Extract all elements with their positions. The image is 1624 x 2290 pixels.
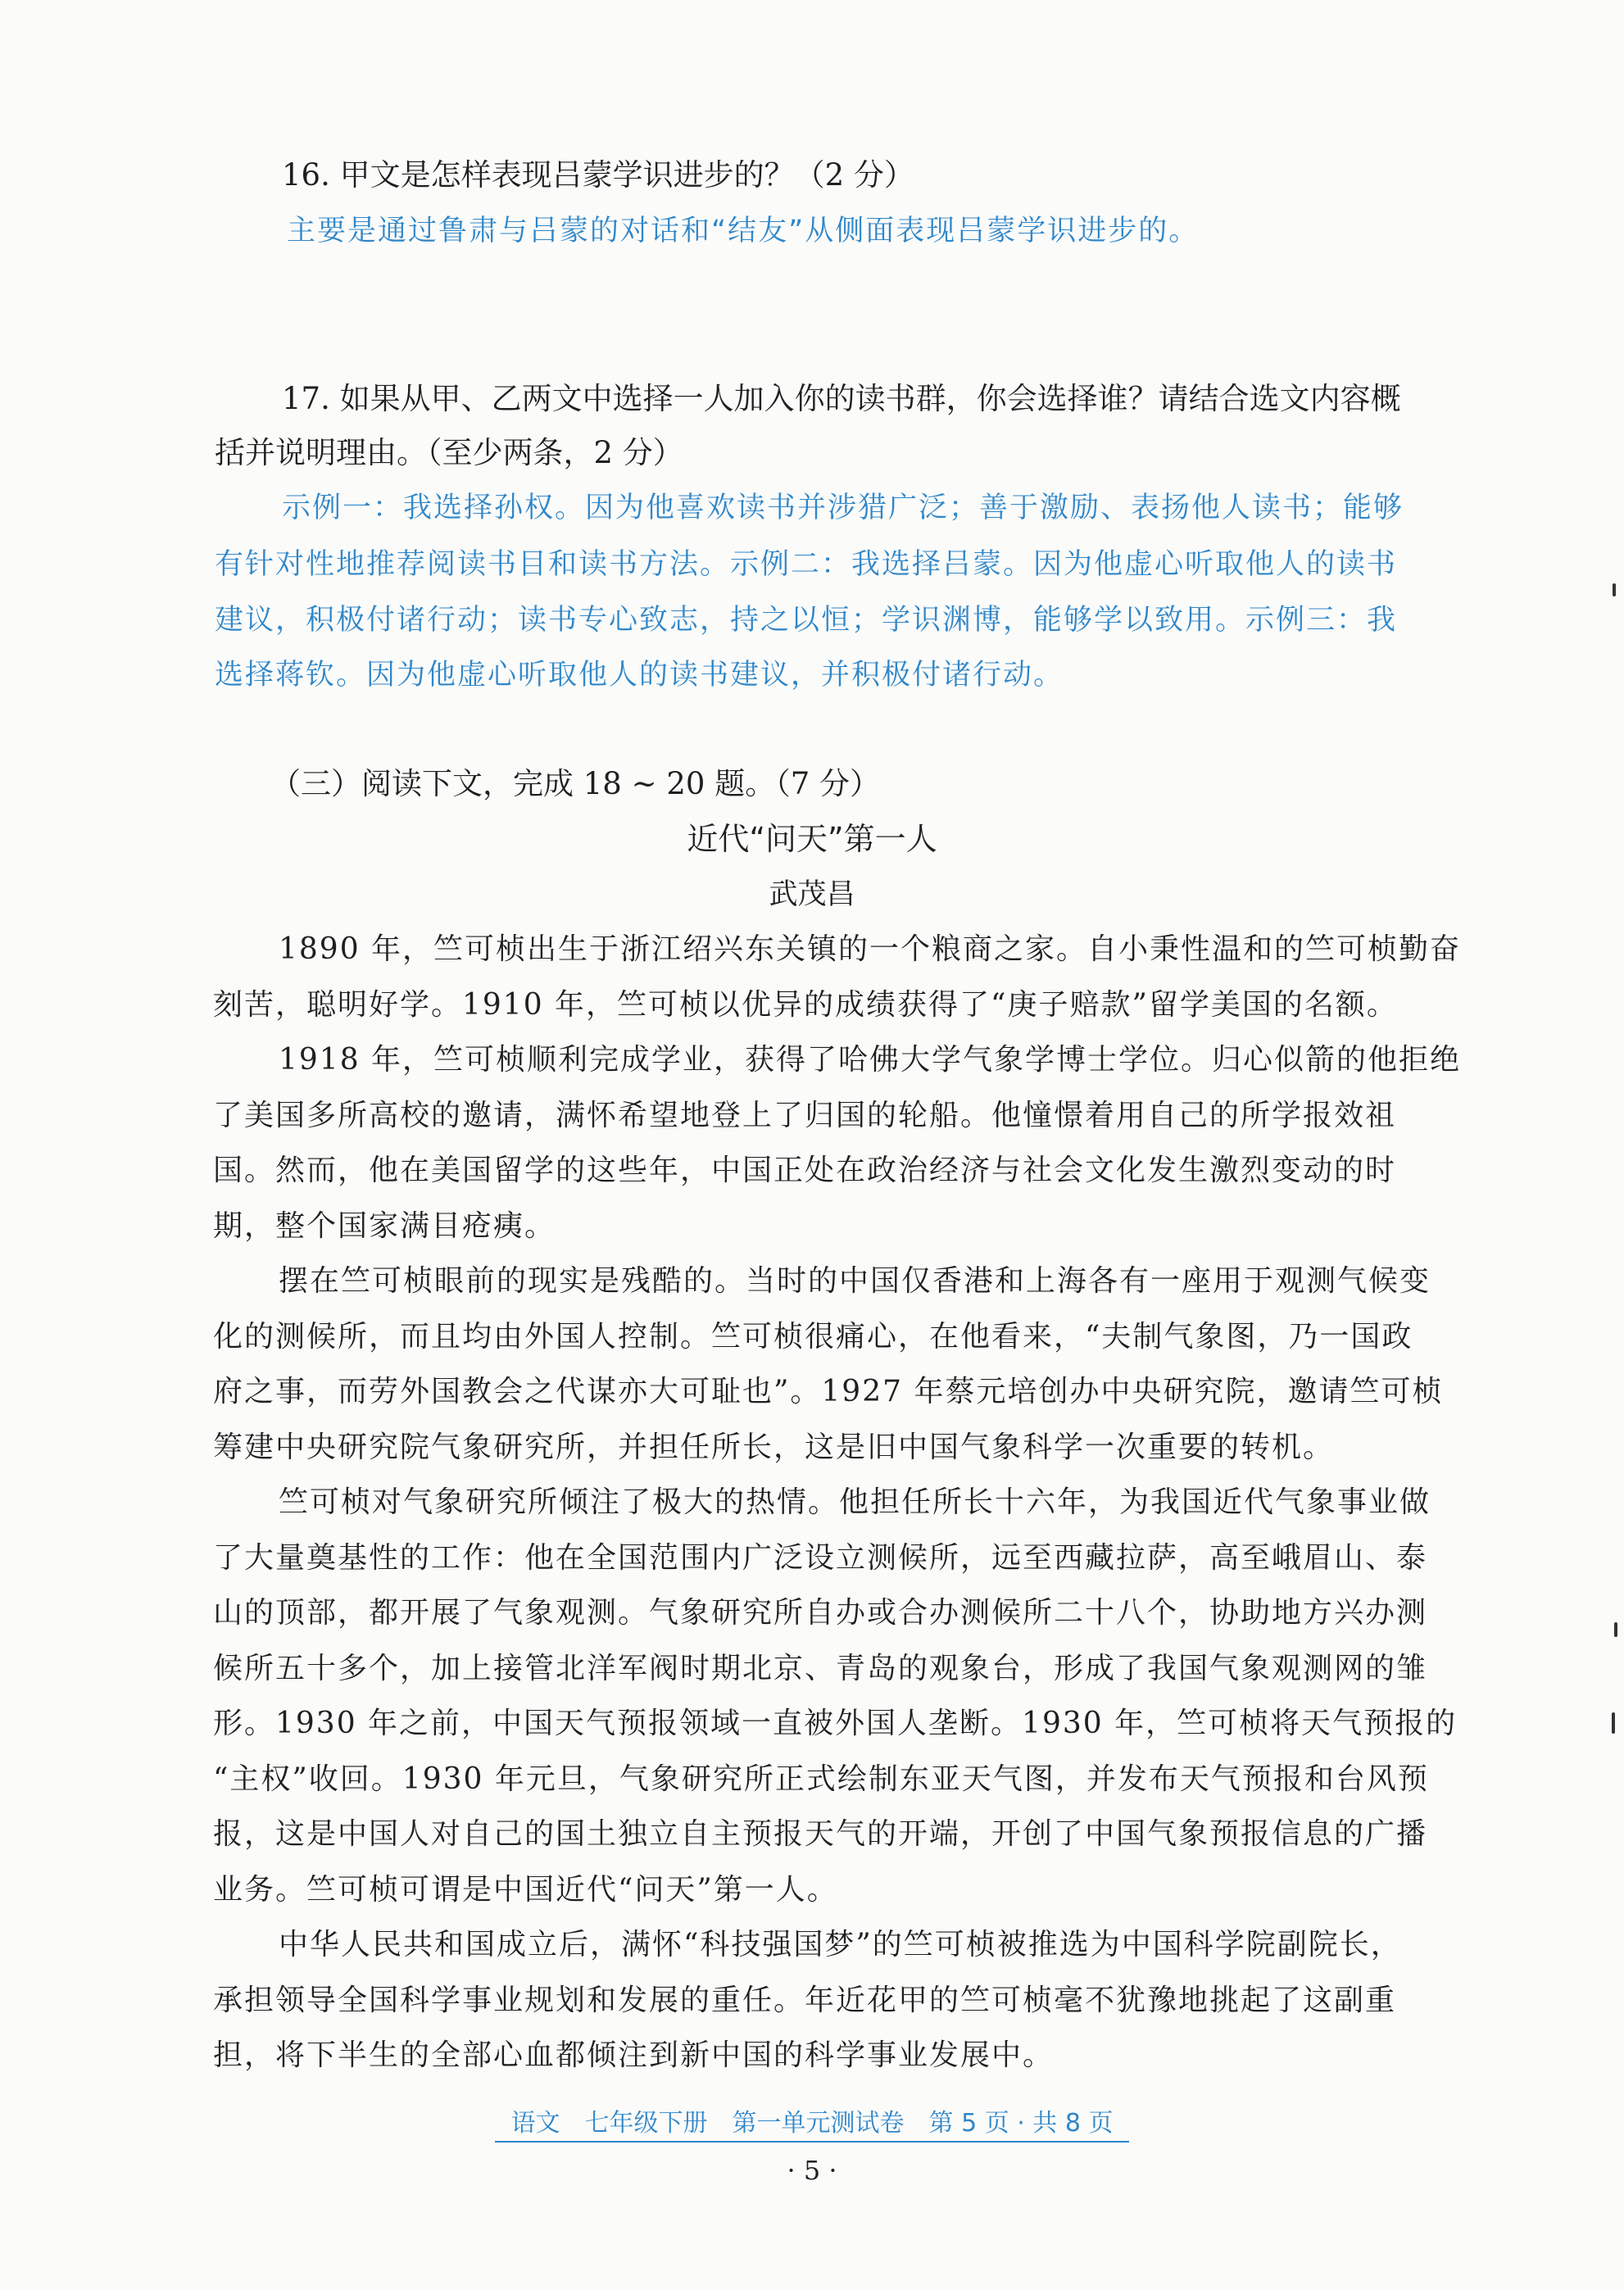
- paragraph-3-line-2: 化的测候所，而且均由外国人控制。竺可桢很痛心，在他看来，“夫制气象图，乃一国政: [213, 1320, 1413, 1354]
- scan-mark: [1613, 583, 1616, 596]
- question-17-answer-line-1: 示例一：我选择孙权。因为他喜欢读书并涉猎广泛；善于激励、表扬他人读书；能够: [282, 492, 1404, 524]
- paragraph-1-line-1: 1890 年，竺可桢出生于浙江绍兴东关镇的一个粮商之家。自小秉性温和的竺可桢勤奋: [279, 932, 1462, 966]
- paragraph-5-line-1: 中华人民共和国成立后，满怀“科技强国梦”的竺可桢被推选为中国科学院副院长，: [279, 1928, 1402, 1961]
- paragraph-3-line-4: 筹建中央研究院气象研究所，并担任所长，这是旧中国气象科学一次重要的转机。: [213, 1431, 1335, 1464]
- paragraph-4-line-3: 山的顶部，都开展了气象观测。气象研究所自办或合办测候所二十八个，协助地方兴办测: [213, 1596, 1428, 1630]
- scan-mark: [1612, 1712, 1615, 1734]
- footer-caption-text: 语文 七年级下册 第一单元测试卷 第 5 页 · 共 8 页: [495, 2109, 1130, 2143]
- question-16-answer: 主要是通过鲁肃与吕蒙的对话和“结友”从侧面表现吕蒙学识进步的。: [287, 215, 1200, 247]
- paragraph-2-line-1: 1918 年，竺可桢顺利完成学业，获得了哈佛大学气象学博士学位。归心似箭的他拒绝: [279, 1043, 1462, 1077]
- paragraph-5-line-3: 担，将下半生的全部心血都倾注到新中国的科学事业发展中。: [213, 2038, 1055, 2072]
- paragraph-4-line-7: 报，这是中国人对自己的国土独立自主预报天气的开端，开创了中国气象预报信息的广播: [213, 1817, 1428, 1851]
- section-3-heading: （三）阅读下文，完成 18 ~ 20 题。（7 分）: [270, 766, 881, 801]
- paragraph-4-line-4: 候所五十多个，加上接管北洋军阀时期北京、青岛的观象台，形成了我国气象观测网的雏: [213, 1652, 1428, 1685]
- paragraph-2-line-3: 国。然而，他在美国留学的这些年，中国正处在政治经济与社会文化发生激烈变动的时: [213, 1154, 1397, 1187]
- paragraph-3-line-1: 摆在竺可桢眼前的现实是残酷的。当时的中国仅香港和上海各有一座用于观测气候变: [279, 1264, 1431, 1298]
- question-17-answer-line-4: 选择蒋钦。因为他虚心听取他人的读书建议，并积极付诸行动。: [215, 659, 1064, 692]
- paragraph-4-line-1: 竺可桢对气象研究所倾注了极大的热情。他担任所长十六年，为我国近代气象事业做: [279, 1485, 1431, 1519]
- scan-mark: [1614, 1622, 1617, 1637]
- page-footer-caption: [0, 2104, 1624, 2143]
- paragraph-3-line-3: 府之事，而劳外国教会之代谋亦大可耻也”。1927 年蔡元培创办中央研究院，邀请竺可桢: [213, 1375, 1444, 1408]
- question-17-answer-line-3: 建议，积极付诸行动；读书专心致志，持之以恒；学识渊博，能够学以致用。示例三：我: [215, 604, 1398, 637]
- article-title: 近代“问天”第一人: [687, 821, 937, 857]
- paragraph-2-line-2: 了美国多所高校的邀请，满怀希望地登上了归国的轮船。他憧憬着用自己的所学报效祖: [213, 1099, 1397, 1132]
- paragraph-4-line-2: 了大量奠基性的工作：他在全国范围内广泛设立测候所，远至西藏拉萨，高至峨眉山、泰: [213, 1541, 1428, 1575]
- question-17-prompt-line-2: 括并说明理由。（至少两条，2 分）: [215, 435, 683, 470]
- paragraph-1-line-2: 刻苦，聪明好学。1910 年，竺可桢以优异的成绩获得了“庚子赔款”留学美国的名额。: [213, 988, 1398, 1022]
- question-17-answer-line-2: 有针对性地推荐阅读书目和读书方法。示例二：我选择吕蒙。因为他虚心听取他人的读书: [215, 548, 1398, 581]
- page-number: · 5 ·: [787, 2155, 837, 2186]
- question-16-prompt: 16. 甲文是怎样表现吕蒙学识进步的？（2 分）: [282, 157, 914, 193]
- question-17-prompt-line-1: 17. 如果从甲、乙两文中选择一人加入你的读书群，你会选择谁？请结合选文内容概: [282, 381, 1401, 416]
- paragraph-4-line-6: “主权”收回。1930 年元旦，气象研究所正式绘制东亚天气图，并发布天气预报和台风预: [213, 1762, 1429, 1796]
- paragraph-4-line-8: 业务。竺可桢可谓是中国近代“问天”第一人。: [213, 1873, 838, 1907]
- paragraph-4-line-5: 形。1930 年之前，中国天气预报领域一直被外国人垄断。1930 年，竺可桢将天气预报的: [213, 1707, 1458, 1740]
- article-author: 武茂昌: [769, 878, 855, 911]
- paragraph-5-line-2: 承担领导全国科学事业规划和发展的重任。年近花甲的竺可桢毫不犹豫地挑起了这副重: [213, 1984, 1397, 2017]
- paragraph-2-line-4: 期，整个国家满目疮痍。: [213, 1209, 556, 1243]
